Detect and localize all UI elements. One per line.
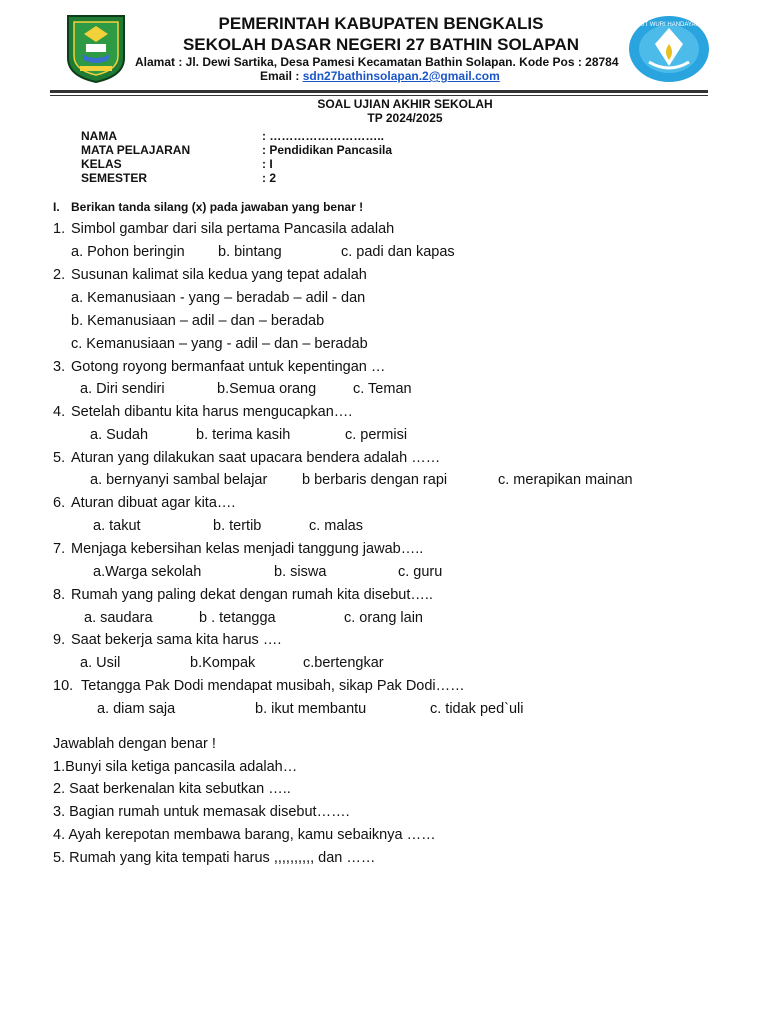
option-b: b. Kemanusiaan – adil – dan – beradab [71, 313, 325, 329]
identity-label-subject: MATA PELAJARAN [81, 143, 191, 157]
question-text: Gotong royong bermanfaat untuk kepentingan … [71, 359, 386, 375]
option-c: c. merapikan mainan [498, 472, 633, 488]
option-c: c. tidak ped`uli [430, 701, 524, 717]
emblem-motto: TUT WURI HANDAYANI [636, 22, 702, 28]
email-link[interactable]: sdn27bathinsolapan.2@gmail.com [302, 69, 500, 83]
question-number: 4. [53, 404, 66, 420]
question-number: 1. [53, 221, 66, 237]
option-a: a.Warga sekolah [93, 564, 202, 580]
essay-question: 5. Rumah yang kita tempati harus ,,,,,,,,,, dan …… [53, 850, 376, 866]
option-c: c. Kemanusiaan – yang - adil – dan – beradab [71, 336, 368, 352]
identity-value-name: : ……………………….. [262, 129, 384, 143]
email-label: Email : [260, 69, 303, 83]
option-c: c.bertengkar [303, 655, 384, 671]
school-address: Alamat : Jl. Dewi Sartika, Desa Pamesi Kecamatan Bathin Solapan. Kode Pos : 28784 [135, 55, 619, 69]
question-number: 10. [53, 678, 74, 694]
question-text: Simbol gambar dari sila pertama Pancasila adalah [71, 221, 395, 237]
option-c: c. padi dan kapas [341, 244, 455, 260]
option-a: a. Usil [80, 655, 121, 671]
question-text: Saat bekerja sama kita harus …. [71, 632, 282, 648]
option-b: b. siswa [274, 564, 327, 580]
question-text: Rumah yang paling dekat dengan rumah kita disebut….. [71, 587, 433, 603]
option-c: c. Teman [353, 381, 412, 397]
option-b: b.Semua orang [217, 381, 317, 397]
option-a: a. Kemanusiaan - yang – beradab – adil - dan [71, 290, 366, 306]
question-text: Aturan yang dilakukan saat upacara bendera adalah …… [71, 450, 441, 466]
option-b: b. tertib [213, 518, 262, 534]
option-a: a. saudara [84, 610, 153, 626]
identity-label-name: NAMA [81, 129, 117, 143]
option-b: b . tetangga [199, 610, 276, 626]
question-text: Setelah dibantu kita harus mengucapkan…. [71, 404, 353, 420]
option-a: a. diam saja [97, 701, 176, 717]
option-a: a. Sudah [90, 427, 149, 443]
option-b: b. ikut membantu [255, 701, 367, 717]
option-a: a. Pohon beringin [71, 244, 185, 260]
identity-value-subject: : Pendidikan Pancasila [262, 143, 393, 157]
school-email-line [260, 69, 500, 83]
school-title: SEKOLAH DASAR NEGERI 27 BATHIN SOLAPAN [182, 35, 580, 54]
question-number: 5. [53, 450, 66, 466]
question-text: Tetangga Pak Dodi mendapat musibah, sikap Pak Dodi…… [81, 678, 465, 694]
option-b: b berbaris dengan rapi [302, 472, 448, 488]
option-b: b. terima kasih [196, 427, 291, 443]
option-c: c. malas [309, 518, 363, 534]
government-title: PEMERINTAH KABUPATEN BENGKALIS [218, 14, 544, 33]
option-c: c. permisi [345, 427, 408, 443]
question-text: Menjaga kebersihan kelas menjadi tanggung jawab….. [71, 541, 424, 557]
option-b: b. bintang [218, 244, 282, 260]
section-1-number: I. [53, 200, 60, 214]
question-number: 9. [53, 632, 66, 648]
question-number: 3. [53, 359, 66, 375]
essay-question: 4. Ayah kerepotan membawa barang, kamu sebaiknya …… [53, 827, 436, 843]
option-c: c. guru [398, 564, 443, 580]
question-number: 8. [53, 587, 66, 603]
question-number: 7. [53, 541, 66, 557]
exam-year: TP 2024/2025 [367, 111, 443, 125]
question-number: 6. [53, 495, 66, 511]
identity-value-semester: : 2 [262, 171, 277, 185]
option-c: c. orang lain [344, 610, 423, 626]
identity-label-semester: SEMESTER [81, 171, 148, 185]
header-divider [50, 90, 708, 93]
question-text: Aturan dibuat agar kita…. [71, 495, 236, 511]
section-1-instruction: Berikan tanda silang (x) pada jawaban yang benar ! [71, 200, 364, 214]
header-divider-thin [50, 95, 708, 96]
exam-title: SOAL UJIAN AKHIR SEKOLAH [317, 97, 493, 111]
option-b: b.Kompak [190, 655, 256, 671]
option-a: a. Diri sendiri [80, 381, 165, 397]
identity-label-class: KELAS [81, 157, 122, 171]
section-2-instruction: Jawablah dengan benar ! [53, 736, 216, 752]
essay-question: 1.Bunyi sila ketiga pancasila adalah… [53, 759, 298, 775]
identity-value-class: : I [262, 157, 273, 171]
option-a: a. bernyanyi sambal belajar [90, 472, 268, 488]
essay-question: 3. Bagian rumah untuk memasak disebut……. [53, 804, 350, 820]
essay-question: 2. Saat berkenalan kita sebutkan ….. [53, 781, 291, 797]
question-number: 2. [53, 267, 66, 283]
option-a: a. takut [93, 518, 141, 534]
question-text: Susunan kalimat sila kedua yang tepat adalah [71, 267, 367, 283]
